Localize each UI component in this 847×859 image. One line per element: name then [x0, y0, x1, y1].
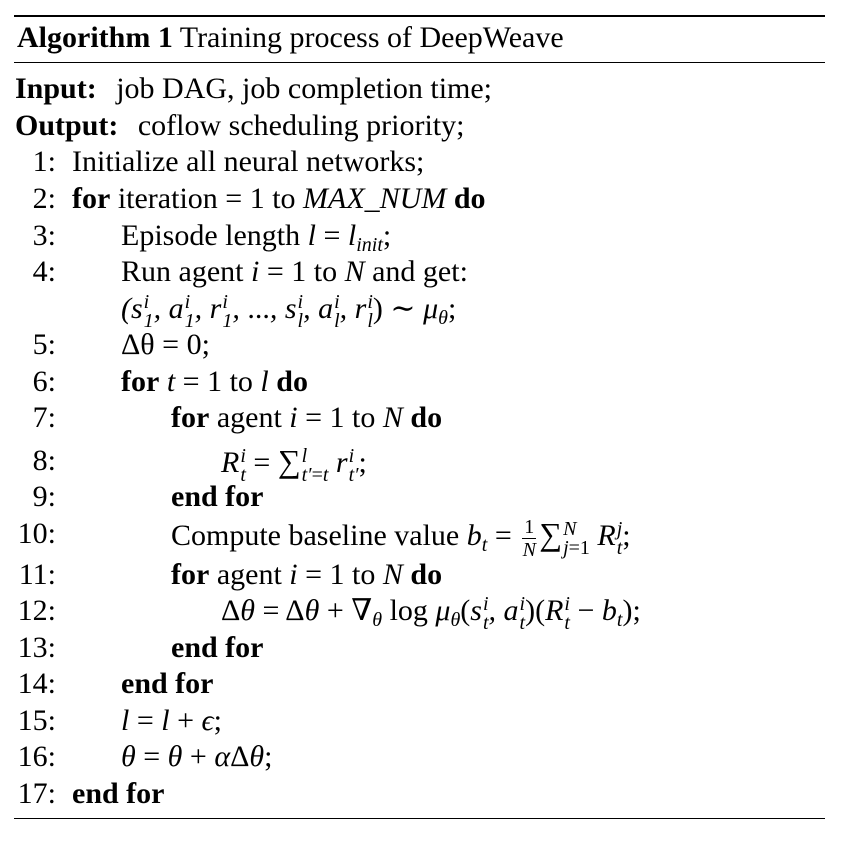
var-N: N [382, 558, 403, 591]
semicolon: ; [382, 219, 392, 252]
line-number: 7: [32, 401, 56, 434]
line-number: 8: [32, 444, 56, 477]
var-l: l [260, 365, 269, 398]
keyword-do: do [453, 182, 486, 215]
subscript-init: init [356, 234, 383, 256]
line-code [121, 254, 468, 290]
keyword-end-for: end for [171, 631, 264, 664]
line-text: Initialize all neural networks; [72, 145, 425, 178]
equals: = [323, 219, 341, 252]
baseline-formula: $b_t$ = $\frac{1}{N}$ ∑ N j=1 R j t ; [466, 515, 631, 561]
line-number: 5: [32, 328, 56, 361]
var-i: i [289, 401, 298, 434]
caption-rule [14, 62, 825, 63]
line-number: 17: [17, 777, 56, 810]
line-text: = 1 to [305, 401, 376, 434]
var-i: i [289, 558, 298, 591]
keyword-for: for [171, 558, 210, 591]
line-number: 11: [18, 558, 56, 591]
var-N: N [344, 255, 365, 288]
line-code [121, 364, 308, 400]
var-i: i [250, 255, 260, 288]
keyword-do: do [410, 558, 443, 591]
algorithm-label: Algorithm 1 [17, 21, 173, 54]
line-number: 2: [32, 182, 56, 215]
theta-update-formula: θ = θ + αΔθ; [121, 740, 273, 773]
keyword-for: for [171, 401, 210, 434]
bottom-rule [14, 818, 825, 819]
line-code [121, 218, 391, 254]
line-number: 15: [17, 704, 56, 737]
line-text: agent [216, 558, 282, 591]
line-code [72, 181, 486, 217]
line-number: 6: [32, 365, 56, 398]
max-num-var: MAX_NUM [303, 182, 447, 215]
keyword-for: for [72, 182, 111, 215]
line-text: = 1 to [305, 558, 376, 591]
line-text: Run agent [121, 255, 244, 288]
var-t: t [166, 365, 176, 398]
keyword-end-for: end for [72, 777, 165, 810]
output-line [15, 108, 464, 144]
length-update-formula: l = l + ϵ; [121, 704, 222, 737]
trajectory-formula: (s i 1 , a i 1 , r i 1 , ..., s i l , a i l , r i l ) ∼ $\mu_\theta$; [121, 290, 457, 332]
gradient-formula: $\Delta\theta = \Delta\theta + \nabla_\theta$ $\log \mu_\theta(s$ i t , a i t )(R i t − $b_t$); [221, 592, 641, 634]
input-text: job DAG, job completion time; [116, 72, 493, 105]
line-number: 4: [32, 255, 56, 288]
line-code [171, 400, 442, 436]
keyword-for: for [121, 365, 160, 398]
return-formula: R i t = ∑ l t′=t r i t′ ; [221, 443, 367, 486]
var-l-init: l [347, 219, 357, 252]
output-text: coflow scheduling priority; [137, 109, 465, 142]
line-number: 12: [17, 594, 56, 627]
line-text: Compute baseline value [171, 519, 460, 552]
keyword-do: do [410, 401, 443, 434]
algorithm-title: Training process of DeepWeave [179, 21, 564, 54]
var-N: N [382, 401, 403, 434]
line-number: 10: [17, 517, 56, 550]
line-text: iteration = 1 to [117, 182, 296, 215]
line-number: 9: [32, 480, 56, 513]
line-number: 13: [17, 631, 56, 664]
line-code [171, 516, 631, 560]
line-code [171, 557, 442, 593]
keyword-end-for: end for [171, 480, 264, 513]
line-text: Δθ = 0; [121, 328, 210, 361]
line-number: 16: [17, 740, 56, 773]
line-text: = 1 to [266, 255, 338, 288]
input-label: Input: [15, 72, 97, 105]
line-text: Episode length [121, 219, 301, 252]
output-label: Output: [15, 109, 119, 142]
line-text: and get: [372, 255, 468, 288]
line-number: 14: [17, 667, 56, 700]
input-line [15, 71, 492, 107]
line-text: agent [216, 401, 282, 434]
line-text: = 1 to [182, 365, 253, 398]
keyword-end-for: end for [121, 667, 214, 700]
keyword-do: do [276, 365, 308, 398]
line-number: 1: [32, 145, 56, 178]
var-l: l [307, 219, 316, 252]
line-number: 3: [32, 219, 56, 252]
algorithm-caption [17, 16, 564, 60]
